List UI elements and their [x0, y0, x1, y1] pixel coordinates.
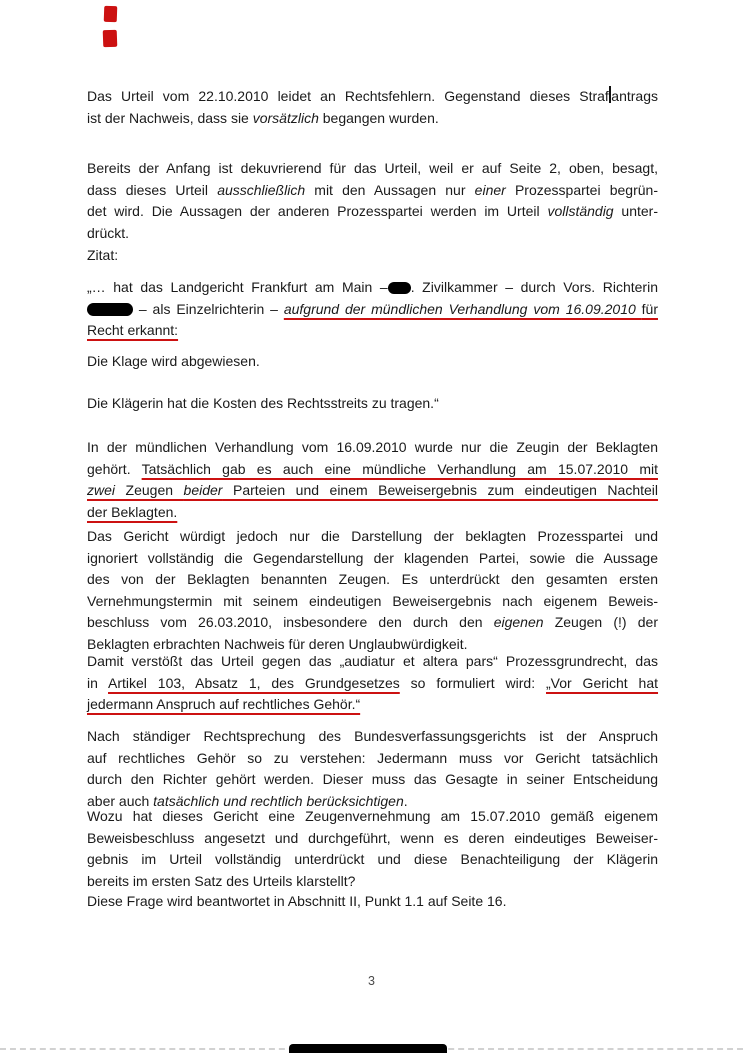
text-segment: Recht erkannt: — [87, 322, 179, 338]
text-segment: unter- — [613, 203, 659, 219]
paragraph — [87, 245, 658, 267]
text-segment: Zeugen — [115, 482, 184, 498]
text-segment: dass dieses Urteil — [87, 181, 218, 198]
text-segment: mit den Aussagen nur — [305, 181, 475, 198]
text-line — [87, 437, 658, 459]
text-segment: Zeugen (!) der — [543, 614, 658, 630]
text-line — [87, 748, 658, 770]
text-segment: Nach ständiger Rechtsprechung des Bundesverfassungsgerichts ist der Anspruch — [87, 728, 658, 744]
text-line — [87, 891, 658, 913]
text-line — [87, 871, 658, 893]
text-segment: einer — [474, 181, 506, 198]
text-line — [87, 86, 658, 108]
text-line — [87, 694, 658, 716]
paragraph — [87, 158, 658, 244]
text-line — [87, 673, 658, 695]
paragraph — [87, 891, 658, 913]
paragraph — [87, 651, 658, 716]
text-segment: bereits im ersten Satz des Urteils klarstellt? — [87, 872, 356, 889]
text-segment: auf rechtliches Gehör so zu verstehen: Jedermann muss vor Gericht tatsächlich — [87, 749, 658, 766]
paragraph — [87, 437, 658, 523]
text-segment: so formuliert wird: — [399, 674, 546, 691]
text-line — [87, 480, 658, 502]
red-annotation-mark-2 — [103, 30, 118, 47]
text-line — [87, 828, 658, 850]
text-segment: – als Einzelrichterin – — [133, 300, 284, 317]
text-segment: Wozu hat dieses Gericht eine Zeugenvernehmung am 15.07.2010 gemäß eigenem — [87, 808, 658, 824]
text-segment: eigenen — [493, 614, 544, 630]
text-line — [87, 569, 658, 591]
text-segment: ist der Nachweis, dass sie — [87, 109, 253, 126]
text-line — [87, 108, 658, 130]
text-segment: Damit verstößt das Urteil gegen das „audiatur et altera pars“ Prozessgrundrecht, das — [87, 653, 658, 669]
text-segment: begangen wurden. — [318, 109, 439, 126]
text-line — [87, 651, 658, 673]
text-line — [87, 180, 658, 202]
text-segment: Vernehmungstermin mit seinem eindeutigen Beweisergebnis nach eigenem Beweis- — [87, 592, 658, 609]
text-line — [87, 548, 658, 570]
text-segment: Prozesspartei begrün- — [505, 181, 658, 198]
text-segment: ignoriert vollständig die Gegendarstellung der klagenden Partei, sowie die Aussage — [87, 549, 658, 566]
text-segment: für — [641, 300, 658, 317]
text-segment: jedermann Anspruch auf rechtliches Gehör.“ — [87, 696, 361, 712]
text-segment: gehört. — [87, 460, 142, 477]
paragraph — [87, 351, 658, 373]
text-segment: ausschließlich — [217, 181, 306, 198]
text-segment: „Vor Gericht hat — [546, 674, 659, 691]
text-segment: det wird. Die Aussagen der anderen Prozesspartei werden im Urteil — [87, 203, 548, 219]
text-segment: drückt. — [87, 224, 130, 241]
text-segment: aber auch — [87, 792, 154, 809]
text-segment: tatsächlich und rechtlich berücksichtigen — [153, 792, 404, 809]
text-line — [87, 849, 658, 871]
text-segment: gebnis im Urteil vollständig unterdrückt und diese Benachteiligung der Klägerin — [87, 851, 658, 867]
text-segment: Bereits der Anfang ist dekuvrierend für das Urteil, weil er auf Seite 2, oben, besagt, — [87, 160, 658, 176]
text-line — [87, 245, 658, 267]
text-segment: Die Klägerin hat die Kosten des Rechtsstreits zu tragen.“ — [87, 395, 439, 411]
red-annotation-mark-1 — [104, 6, 118, 22]
text-segment: antrags — [611, 88, 658, 104]
text-segment: zwei — [87, 482, 116, 498]
text-segment: Das Gericht würdigt jedoch nur die Darstellung der beklagten Prozesspartei und — [87, 528, 658, 544]
bottom-redaction-bar — [289, 1044, 447, 1053]
text-segment: Beweisbeschluss angesetzt und durchgeführt, wenn es deren eindeutiges Beweiser- — [87, 829, 658, 846]
text-line — [87, 299, 658, 321]
text-segment: Parteien und einem Beweisergebnis zum eindeutigen Nachteil — [222, 482, 659, 498]
text-segment: vollständig — [547, 203, 614, 219]
text-segment: Beklagten erbrachten Nachweis für deren Unglaubwürdigkeit. — [87, 635, 468, 652]
text-line — [87, 612, 658, 634]
paragraph — [87, 806, 658, 892]
redaction-box — [87, 303, 133, 316]
text-segment: aufgrund der mündlichen Verhandlung vom 16.09.2010 — [283, 300, 642, 317]
text-segment: Das Urteil vom 22.10.2010 leidet an Rechtsfehlern. Gegenstand dieses Straf — [87, 88, 609, 104]
text-segment: . Zivilkammer – durch Vors. Richterin — [410, 279, 658, 295]
text-segment: vorsätzlich — [252, 109, 319, 126]
text-line — [87, 769, 658, 791]
page-number: 3 — [368, 974, 375, 988]
text-line — [87, 459, 658, 481]
text-line — [87, 277, 658, 299]
paragraph — [87, 726, 658, 812]
text-segment: der Beklagten. — [87, 503, 178, 520]
text-segment: Zitat: — [87, 247, 119, 263]
paragraph — [87, 86, 658, 129]
text-line — [87, 726, 658, 748]
text-line — [87, 591, 658, 613]
text-segment: beider — [183, 482, 223, 498]
text-segment: Diese Frage wird beantwortet in Abschnitt II, Punkt 1.1 auf Seite 16. — [87, 893, 507, 909]
text-segment: Artikel 103, Absatz 1, des Grundgesetzes — [108, 674, 400, 691]
text-segment: . — [403, 792, 408, 809]
paragraph — [87, 526, 658, 655]
text-segment: Tatsächlich gab es auch eine mündliche Verhandlung am 15.07.2010 mit — [141, 460, 658, 477]
text-segment: „… hat das Landgericht Frankfurt am Main – — [87, 279, 388, 295]
redaction-box — [388, 282, 411, 294]
paragraph — [87, 393, 658, 415]
text-line — [87, 158, 658, 180]
text-segment: durch den Richter gehört werden. Dieser muss das Gesagte in seiner Entscheidung — [87, 771, 658, 787]
text-line — [87, 223, 658, 245]
text-segment: beschluss vom 26.03.2010, insbesondere den durch den — [87, 614, 494, 630]
text-line — [87, 526, 658, 548]
text-line — [87, 806, 658, 828]
text-segment: des von der Beklagten benannten Zeugen. Es unterdrückt den gesamten ersten — [87, 571, 658, 587]
text-line — [87, 502, 658, 524]
text-line — [87, 201, 658, 223]
text-segment: In der mündlichen Verhandlung vom 16.09.2010 wurde nur die Zeugin der Beklagten — [87, 439, 658, 455]
paragraph — [87, 277, 658, 342]
text-segment: in — [87, 674, 109, 691]
text-line — [87, 320, 658, 342]
text-segment: Die Klage wird abgewiesen. — [87, 353, 260, 369]
text-line — [87, 393, 658, 415]
text-line — [87, 351, 658, 373]
